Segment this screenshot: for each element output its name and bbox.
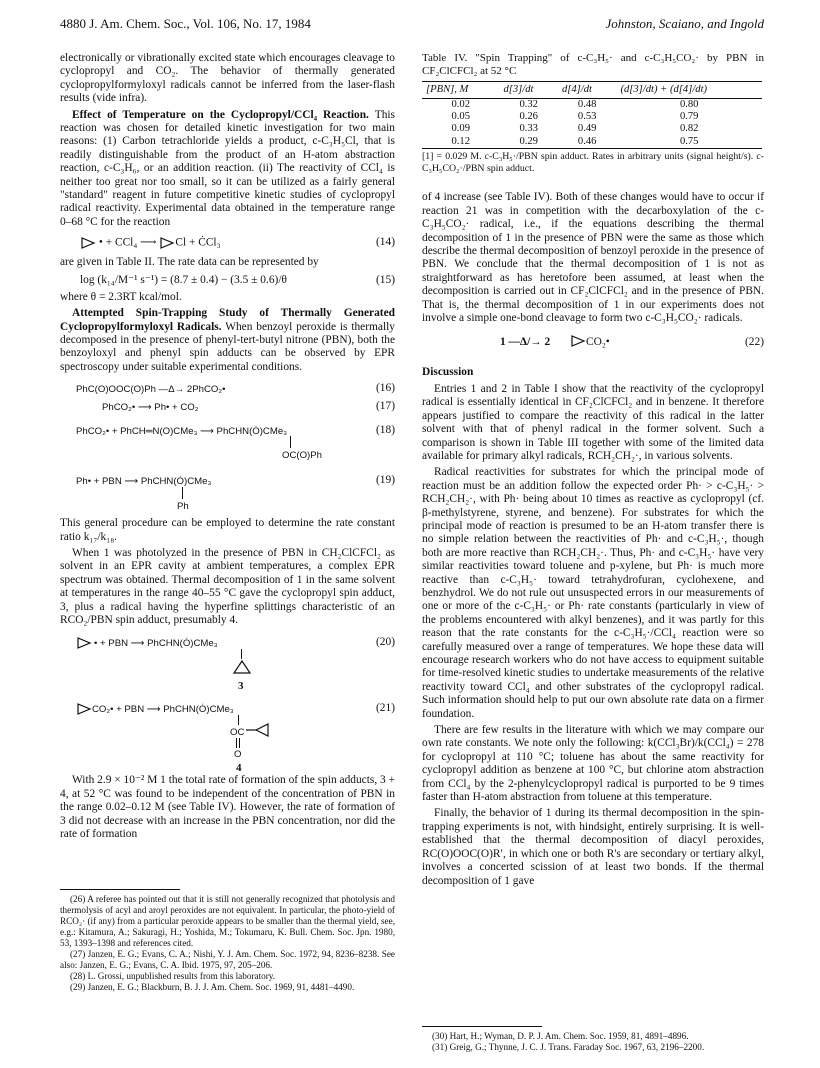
table-cell: 0.82 — [679, 123, 699, 135]
reaction-scheme-16-19 — [60, 377, 395, 517]
footnote-rule — [422, 1026, 542, 1027]
equation-number: (21) — [376, 702, 395, 715]
table-cell: 0.09 — [451, 123, 470, 135]
column-header: (d[3]/dt) + (d[4]/dt) — [616, 82, 762, 98]
footnote-rule — [60, 889, 180, 890]
equation-part: CO₂• — [586, 336, 610, 349]
table-cell: 0.46 — [558, 136, 616, 149]
table-caption: Table IV. "Spin Trapping" of c-C₃H₅· and c-C₃H₅CO₂· by PBN in CF₂ClCFCl₂ at 52 °C — [422, 52, 764, 77]
equation-body: log (k₁₄/M⁻¹ s⁻¹) = (8.7 ± 0.4) − (3.5 ± 0.6)/θ — [80, 273, 287, 286]
footnotes-left — [60, 889, 395, 993]
paragraph: where θ = 2.3RT kcal/mol. — [60, 290, 182, 303]
equation-body: PhCO₂• ⟶ Ph• + CO₂ — [102, 402, 199, 414]
compound-label: 4 — [236, 762, 242, 775]
footnote: (31) Greig, G.; Thynne, J. C. J. Trans. Faraday Soc. 1967, 63, 2196–2200. — [432, 1042, 705, 1052]
equation-part: Cl + ĊCl₃ — [175, 236, 221, 249]
paragraph-text: This reaction was chosen for detailed kinetic investigation for two main reasons: (1) Carbon tetrachloride yields a product, c-C₃H₅Cl, that is readily distinguishable from the product of an H-atom abstraction reaction, c-C₃H₆, or an addition reaction. (ii) The reactivity of CCl₄ is neither too great nor too small, so it can be utilized as a fairly general "standard" reagent in future competitive kinetic studies of cyclopropyl radical reactivity. Experimental data obtained in the temperature range 0–68 °C for the reaction — [60, 108, 395, 228]
paragraph: are given in Table II. The rate data can be represented by — [60, 256, 319, 269]
compound-label: 3 — [238, 680, 244, 693]
column-header: d[4]/dt — [558, 82, 616, 98]
equation-body: PhCO₂• + PhCH═N(O)CMe₃ ⟶ PhCHN(Ȯ)CMe₃ — [76, 426, 288, 438]
paragraph: Entries 1 and 2 in Table I show that the reactivity of the cyclopropyl radical is essentially identical in CF₂ClCFCl₂ and in benzene. It therefore appears justified to compare the reactivity of this radical in the latter solvent with that of phenyl radical in the former solvent. Such a comparison is shown in Table III together with some of the limited data available for primary alkyl radicals, RCH₂CH₂·, in various solvents. — [422, 382, 764, 462]
run-in-heading: Attempted Spin-Trapping Study of Thermally Generated Cyclopropylformyloxyl Radicals. — [60, 307, 395, 333]
equation-22 — [422, 328, 764, 358]
bond-line — [239, 738, 240, 748]
table-cell: 0.29 — [499, 136, 557, 149]
paragraph: There are few results in the literature with which we may compare our own rate constants. We note only the following: k(CCl₃Br)/k(CCl₄) = 278 for cyclopropyl at 110 °C; toluene has about the same reactivity for cyclopropyl addition as benzene at 100 °C, but chlorine atom abstraction from CCl₄ by the 2-phenylcyclopropyl radical is purported to be 9 times faster than H-atom abstraction from toluene at this temperature. — [422, 724, 764, 804]
spacer — [422, 177, 764, 191]
footnotes-right — [422, 1026, 764, 1053]
table-row — [422, 111, 762, 123]
equation-number: (20) — [376, 636, 395, 649]
equation-14 — [60, 232, 395, 256]
header-left: 4880 J. Am. Chem. Soc., Vol. 106, No. 17, 1984 — [60, 16, 311, 31]
paragraph: Finally, the behavior of 1 during its thermal decomposition in the spin-trapping experiments is not, with hindsight, entirely surprising. It is well-established that the thermal decomposition of diacyl peroxides, RC(O)OOC(O)R′, in which one or both R's are secondary or tertiary alkyl, involves a concerted scission of at least two bonds. If the thermal decomposition of 1 gave — [422, 807, 764, 887]
run-in-heading: Effect of Temperature on the Cyclopropyl/CCl₄ Reaction. — [72, 108, 369, 121]
cyclopropyl-ring-icon — [76, 702, 92, 716]
table-cell: 0.12 — [422, 136, 499, 149]
bond-line — [290, 436, 291, 448]
table-row — [422, 98, 762, 111]
table-iv — [422, 81, 762, 149]
cyclopropyl-ring-icon — [76, 636, 92, 650]
equation-number: (17) — [376, 400, 395, 413]
paragraph — [60, 307, 395, 374]
table-footnote: [1] = 0.029 M. c-C₃H₅·/PBN spin adduct. Rates in arbitrary units (signal height/s). c-C₃H₅CO₂·/PBN spin adduct. — [422, 151, 764, 174]
paragraph: of 4 increase (see Table IV). Both of these changes would have to occur if reaction 21 was in competition with the decarboxylation of the c-C₃H₅CO₂· radical, i.e., if the equations describing the thermal decomposition of 1 in the presence of PBN were the same as those which describe the thermal decomposition of benzoyl peroxide in the presence of PBN. We conclude that the thermal decomposition of 1 is not as straightforward as has heretofore been assumed, at least when the decomposition is carried out in CF₂ClCFCl₂ and in the presence of PBN. That is, the thermal decomposition of 1 in our experiments does not involve a simple one-bond cleavage to form two c-C₃H₅CO₂· radicals. — [422, 191, 764, 325]
footnote: (30) Hart, H.; Wyman, D. P. J. Am. Chem. Soc. 1959, 81, 4891–4896. — [432, 1031, 689, 1041]
paragraph: This general procedure can be employed to determine the rate constant ratio k₁₇/k₁₈. — [60, 517, 395, 543]
equation-body: CO₂• + PBN ⟶ PhCHN(Ȯ)CMe₃ — [92, 704, 234, 716]
equation-number: (18) — [376, 424, 395, 437]
right-column — [422, 52, 764, 891]
equation-body: Ph• + PBN ⟶ PhCHN(Ȯ)CMe₃ — [76, 476, 212, 488]
table-row — [422, 136, 762, 149]
bond-line — [182, 487, 183, 499]
reaction-scheme-20-21 — [60, 630, 395, 774]
bond-line — [236, 738, 237, 748]
table-cell: 0.75 — [616, 136, 762, 149]
table-cell: 0.53 — [577, 111, 597, 122]
equation-part: • + CCl₄ ⟶ — [98, 236, 157, 249]
equation-number: (14) — [376, 236, 395, 249]
cyclopropyl-ring-icon — [80, 236, 96, 250]
footnote: (26) A referee has pointed out that it is still not generally recognized that photolysis and thermolysis of acyl and aroyl peroxides are not equivalent. In particular, the photo-yield of RCO₂· (if any) from a particular peroxide appears to be smaller than the thermal yield, see, e.g.: Kitamura, A.; Sakuragi, H.; Yoshida, M.; Tokumaru, K. Bull. Chem. Soc. Jpn. 1980, 53, 1393–1398 and references cited. — [60, 894, 395, 948]
table-cell: 0.02 — [451, 98, 470, 110]
footnote: (29) Janzen, E. G.; Blackburn, B. J. J. Am. Chem. Soc. 1969, 91, 4481–4490. — [70, 982, 355, 992]
cyclopropyl-ring-icon — [232, 659, 252, 675]
column-header: d[3]/dt — [499, 82, 557, 98]
table-cell: 0.80 — [679, 98, 699, 110]
paragraph: With 2.9 × 10⁻² M 1 the total rate of formation of the spin adducts, 3 + 4, at 52 °C was found to be independent of the concentration of PBN in the range 0.02–0.12 M (see Table IV). However, the rate of formation of 3 did not decrease with an increase in the PBN concentration, nor did the rate of formation — [60, 774, 395, 840]
table-cell: 0.48 — [577, 98, 597, 110]
table-header-row — [422, 82, 762, 98]
paragraph: When 1 was photolyzed in the presence of PBN in CH₂ClCFCl₂ as solvent in an EPR cavity at ambient temperatures, a complex EPR spectrum was obtained. Thermal decomposition of 1 in the same solvent at temperatures in the range 40–55 °C gave the cyclopropyl spin adduct, 3, plus a radical having the hyperfine splittings characteristic of an RCO₂/PBN spin adduct, presumably 4. — [60, 546, 395, 626]
table-cell: 0.79 — [679, 111, 699, 122]
footnote: (28) L. Grossi, unpublished results from this laboratory. — [70, 971, 276, 981]
left-column — [60, 52, 395, 844]
paragraph-text: When benzoyl peroxide is thermally decomposed in the presence of phenyl-tert-butyl nitrone (PBN), both the benzoyloxyl and phenyl spin adducts can be observed by EPR spectroscopy under suitable experimental conditions. — [60, 320, 395, 373]
cyclopropyl-ring-icon — [159, 236, 175, 250]
section-heading: Discussion — [422, 366, 474, 379]
equation-number: (19) — [376, 474, 395, 487]
footnote: (27) Janzen, E. G.; Evans, C. A.; Nishi, Y. J. Am. Chem. Soc. 1972, 94, 8236–8238. See also: Janzen, E. G.; Evans, C. A. Ibid. 1975, 97, 205–206. — [60, 949, 395, 970]
equation-body: PhC(O)OOC(O)Ph —Δ→ 2PhCO₂• — [76, 384, 226, 396]
equation-15 — [60, 273, 395, 291]
bond-line — [241, 649, 242, 659]
equation-body: • + PBN ⟶ PhCHN(Ȯ)CMe₃ — [94, 638, 218, 650]
substituent: OC — [230, 727, 245, 739]
paragraph: electronically or vibrationally excited state which encourages cleavage to cyclopropyl and CO₂. The behavior of thermally generated cyclopropylformyloxyl radicals cannot be inferred from the laser-flash results (vide infra). — [60, 52, 395, 105]
paragraph: Radical reactivities for substrates for which the principal mode of reaction must be an addition follow the expected order Ph· > c-C₃H₅· > RCH₂CH₂·, with Ph· being about 10 times as reactive as cyclopropyl (cf. β-methylstyrene, styrene, and benzene). For substrates for which the principal mode of reaction is presumed to be an H-atom transfer there is no simple relation between the reactivities of Ph· and c-C₃H₅·, though both are more reactive than RCH₂CH₂·. Thus, Ph· and c-C₃H₅· have very similar reactivities toward toluene and p-xylene, but Ph· is much more reactive than c-C₃H₅· toward tetrahydrofuran, cyclohexene, and benzhydrol. We do not rule out unsuspected errors in our measurements of one or more of the c-C₃H₅· or Ph· rate constants (particularly in view of the problems encountered with alkyl benzenes), and it was partly for this reason that the rate constants for the c-C₃H₅·/CCl₄ reaction were so carefully measured over a range of temperatures. We hope these data will encourage research workers who do not have access to equipment suitable for time-resolved kinetic studies to undertake measurements of the relative reactivity toward CCl₄ and other substrates of the cyclopropyl radical. Such information should help to put our own absolute rate data on a firmer foundation. — [422, 466, 764, 720]
paragraph — [60, 109, 395, 230]
equation-body: 1 —Δ/→ 2 — [500, 336, 551, 349]
bond-line — [238, 715, 239, 725]
substituent: Ph — [177, 501, 189, 513]
column-header: [PBN], M — [422, 82, 499, 98]
substituent: OC(O)Ph — [282, 450, 322, 462]
substituent: O — [234, 749, 242, 761]
equation-body — [80, 236, 221, 250]
table-cell: 0.33 — [519, 123, 538, 135]
cyclopropyl-ring-icon — [570, 334, 586, 348]
table-cell: 0.26 — [519, 111, 538, 122]
cyclopropyl-ring-icon — [246, 722, 272, 738]
table-cell: 0.32 — [519, 98, 538, 110]
equation-number: (22) — [745, 336, 764, 349]
table-row — [422, 123, 762, 135]
header-right: Johnston, Scaiano, and Ingold — [605, 16, 764, 31]
table-cell: 0.05 — [451, 111, 470, 122]
equation-number: (15) — [376, 273, 395, 286]
equation-number: (16) — [376, 382, 395, 395]
table-cell: 0.49 — [577, 123, 597, 135]
